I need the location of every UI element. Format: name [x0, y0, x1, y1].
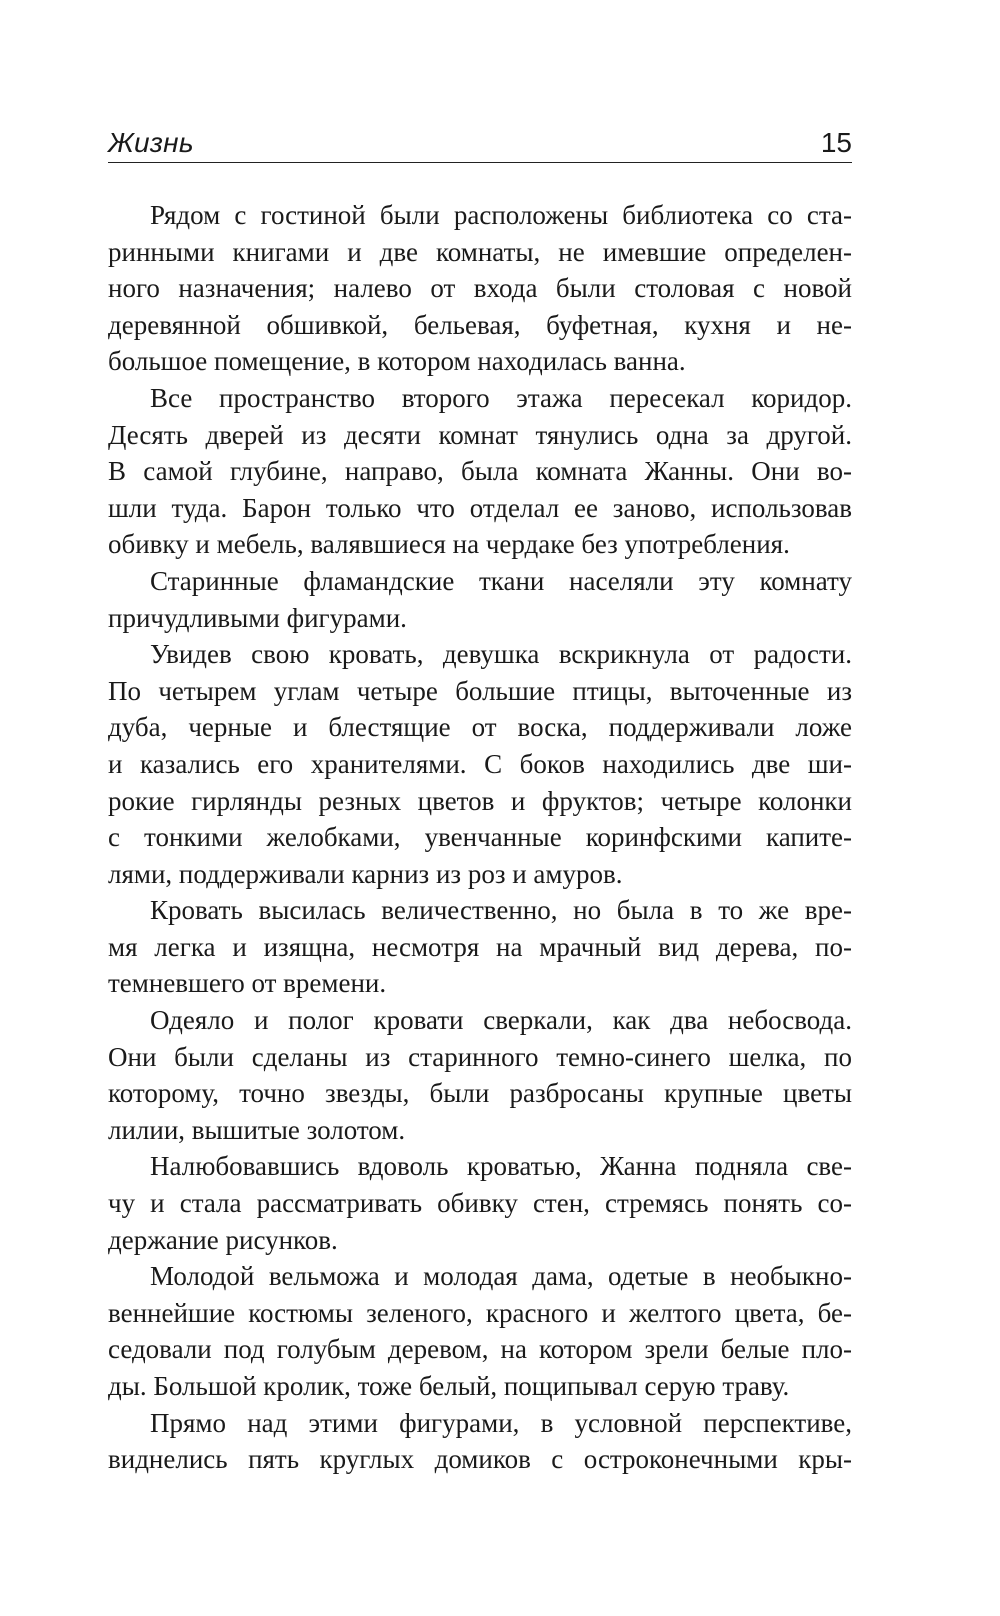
text-line: седовали под голубым деревом, на котором зрели белые пло-	[108, 1334, 852, 1365]
paragraph	[108, 1148, 852, 1258]
text-line: Рядом с гостиной были расположены библиотека со ста-	[150, 200, 852, 230]
text-line: Десять дверей из десяти комнат тянулись одна за другой.	[108, 419, 852, 450]
running-header	[108, 120, 852, 163]
text-line: с тонкими желобками, увенчанные коринфскими капите-	[108, 822, 852, 853]
text-line: В самой глубине, направо, была комната Жанны. Они во-	[108, 456, 852, 487]
text-line: Все пространство второго этажа пересекал коридор.	[150, 382, 852, 413]
text-line: Старинные фламандские ткани населяли эту комнату	[150, 565, 852, 596]
text-line: лилии, вышитые золотом.	[108, 1114, 406, 1145]
text-line: Увидев свою кровать, девушка вскрикнула от радости.	[150, 639, 852, 670]
running-title: Жизнь	[108, 127, 194, 158]
text-line: и казались его хранителями. С боков находились две ши-	[108, 748, 852, 779]
text-line: ды. Большой кролик, тоже белый, пощипывал серую траву.	[108, 1371, 790, 1401]
text-line: виднелись пять круглых домиков с остроконечными кры-	[108, 1444, 852, 1475]
text-line: обивку и мебель, валявшиеся на чердаке без употребления.	[108, 529, 790, 560]
paragraph	[108, 563, 852, 636]
text-line: Прямо над этими фигурами, в условной перспективе,	[150, 1407, 852, 1438]
paragraph	[108, 1405, 852, 1478]
body-text	[108, 197, 852, 1478]
text-line: рокие гирлянды резных цветов и фруктов; четыре колонки	[108, 785, 852, 816]
text-line: Налюбовавшись вдоволь кроватью, Жанна подняла све-	[150, 1151, 852, 1182]
paragraph	[108, 1002, 852, 1148]
paragraph	[108, 892, 852, 1002]
text-line: По четырем углам четыре большие птицы, выточенные из	[108, 675, 852, 706]
text-line: лями, поддерживали карниз из роз и амуров.	[108, 858, 623, 889]
text-line: веннейшие костюмы зеленого, красного и желтого цвета, бе-	[108, 1297, 852, 1328]
text-line: держание рисунков.	[108, 1224, 338, 1255]
text-line: большое помещение, в котором находилась ванна.	[108, 346, 686, 377]
text-line: которому, точно звезды, были разбросаны крупные цветы	[108, 1078, 852, 1109]
paragraph	[108, 197, 852, 380]
text-line: дуба, черные и блестящие от воска, поддерживали ложе	[108, 712, 852, 743]
text-line: Они были сделаны из старинного темно-синего шелка, по	[108, 1041, 852, 1072]
book-page	[108, 120, 852, 1478]
text-line: Одеяло и полог кровати сверкали, как два небосвода.	[150, 1005, 852, 1036]
text-line: шли туда. Барон только что отделал ее заново, использовав	[108, 492, 852, 523]
text-line: ринными книгами и две комнаты, не имевшие определен-	[108, 236, 852, 267]
text-line: Кровать высилась величественно, но была в то же вре-	[150, 895, 852, 926]
text-line: темневшего от времени.	[108, 968, 387, 999]
text-line: мя легка и изящна, несмотря на мрачный вид дерева, по-	[108, 931, 852, 962]
text-line: чу и стала рассматривать обивку стен, стремясь понять со-	[108, 1188, 852, 1219]
text-line: Молодой вельможа и молодая дама, одетые в необыкно-	[150, 1261, 852, 1292]
paragraph	[108, 636, 852, 892]
text-line: ного назначения; налево от входа были столовая с новой	[108, 273, 852, 304]
paragraph	[108, 380, 852, 563]
text-line: деревянной обшивкой, бельевая, буфетная, кухня и не-	[108, 309, 852, 340]
text-line: причудливыми фигурами.	[108, 602, 407, 633]
page-number: 15	[820, 127, 852, 158]
paragraph	[108, 1258, 852, 1404]
